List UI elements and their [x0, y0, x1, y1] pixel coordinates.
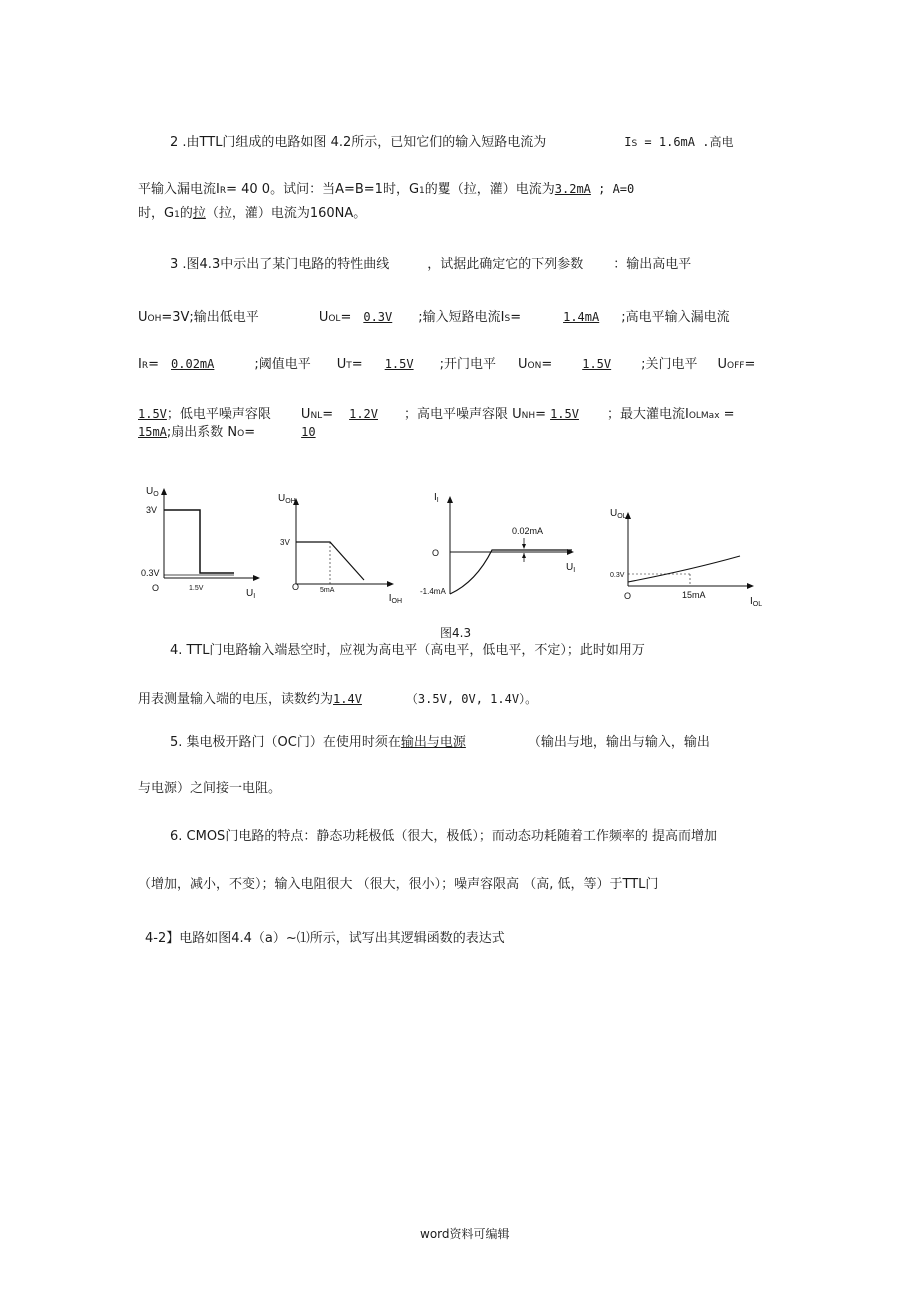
origin-label: O — [432, 548, 440, 558]
origin-label: O — [624, 591, 632, 601]
origin-label: O — [152, 583, 160, 593]
leak-marker-arrow-down — [522, 544, 526, 549]
q6-line-1: 6. CMOS门电路的特点：静态功耗极低（很大，极低）；而动态功耗随着工作频率的 提高而增加 — [170, 829, 717, 844]
q3-line-1: 3 .图4.3中示出了某门电路的特性曲线 ，试据此确定它的下列参数 ：输出高电平 — [170, 257, 692, 272]
x-label: $I_{OL}$ — [750, 596, 763, 608]
q3-line-4: 1.5V；低电平噪声容限 UNL= 1.2V ；高电平噪声容限 UNH= 1.5V ；最大灌电流IOLMax = — [138, 407, 735, 422]
y-label: $U_{OH}$ — [278, 493, 296, 505]
y-label: $U_O$ — [146, 486, 159, 498]
q2-line-1: 2 .由TTL门组成的电路如图 4.2所示，已知它们的输入短路电流为 IS = 1.6mA .高电 — [170, 135, 734, 150]
page-footer: word资料可编辑 — [420, 1227, 510, 1241]
x-axis-arrow — [387, 581, 394, 587]
q3-line-5: 15mA;扇出系数 NO= 10 — [138, 425, 316, 440]
figure-transfer-characteristic — [136, 482, 266, 602]
figure-input-characteristic — [410, 486, 590, 606]
q2-line-3: 时，G1的拉（拉，灌）电流为160NA。 — [138, 206, 367, 221]
transfer-curve — [164, 510, 234, 573]
y-axis-arrow — [447, 496, 453, 503]
low-label: 0.3V — [610, 572, 625, 579]
x-axis-arrow — [747, 583, 754, 589]
origin-label: O — [292, 582, 300, 592]
output-curve — [628, 556, 740, 582]
figure-caption: 图4.3 — [440, 626, 472, 640]
x-label: $I_{OH}$ — [388, 593, 402, 605]
y-label: $U_{OL}$ — [610, 508, 627, 520]
figure-output-low-characteristic — [600, 502, 780, 612]
x-tick-label: 5mA — [320, 587, 335, 594]
short-label: -1.4mA — [420, 587, 446, 596]
x-label: $U_I$ — [246, 588, 256, 600]
q3-line-3: IR= 0.02mA ;阈值电平 UT= 1.5V ;开门电平 UON= 1.5V ;关门电平 UOFF= — [138, 357, 756, 372]
low-label: 0.3V — [141, 568, 160, 578]
q5-line-1: 5. 集电极开路门（OC门）在使用时须在输出与电源 （输出与地，输出与输入，输出 — [170, 735, 710, 750]
figure-output-high-characteristic — [272, 486, 402, 606]
y-label: $I_I$ — [434, 492, 439, 504]
q6-line-2: （增加，减小，不变）；输入电阻很大 （很大，很小）；噪声容限高 （高, 低，等）于TTL门 — [138, 877, 659, 892]
high-label: 3V — [146, 505, 158, 515]
q2-line-2: 平输入漏电流IR= 40 0。试问：当A=B=1时，G1的矍（拉，灌）电流为3.2mA ; A=0 — [138, 182, 635, 197]
q5-line-2: 与电源）之间接一电阻。 — [138, 781, 282, 796]
leak-marker-arrow-up — [522, 553, 526, 558]
q4-line-2: 用表测量输入端的电压，读数约为1.4V （3.5V, 0V, 1.4V）。 — [138, 692, 538, 707]
x-tick-label: 1.5V — [189, 585, 204, 592]
q4-line-1: 4. TTL门电路输入端悬空时，应视为高电平（高电平，低电平，不定）；此时如用万 — [170, 643, 645, 658]
high-label: 3V — [280, 538, 290, 547]
x-axis-arrow — [253, 575, 260, 581]
y-axis-arrow — [161, 488, 167, 495]
x-tick-label: 15mA — [682, 590, 706, 600]
q3-line-2: UOH=3V;输出低电平 UOL= 0.3V ;输入短路电流IS= 1.4mA ;高电平输入漏电流 — [138, 310, 730, 325]
q4-2-line: 4-2】电路如图4.4（a）~⑴所示，试写出其逻辑函数的表达式 — [145, 931, 505, 946]
input-curve — [450, 550, 572, 594]
x-label: $U_I$ — [566, 562, 576, 574]
leak-label: 0.02mA — [512, 526, 544, 536]
